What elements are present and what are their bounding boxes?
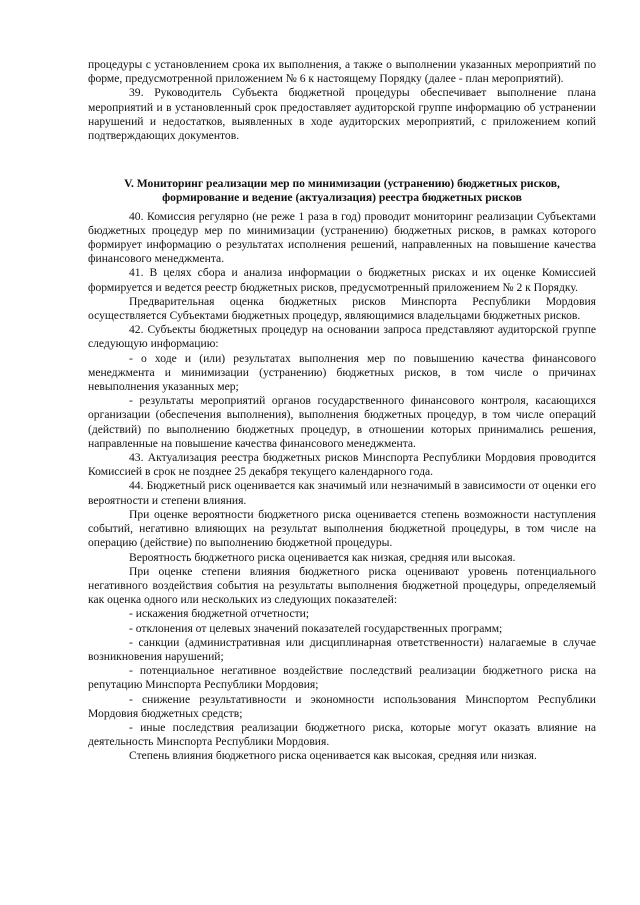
list-item-program-deviation: - отклонения от целевых значений показателей государственных программ; [129, 621, 503, 635]
paragraph-impact-levels: Степень влияния бюджетного риска оценивается как высокая, средняя или низкая. [129, 749, 537, 763]
paragraph-42: 42. Субъекты бюджетных процедур на основании запроса представляют аудиторской группе следующую информацию: [88, 323, 596, 351]
paragraph-39: 39. Руководитель Субъекта бюджетной процедуры обеспечивает выполнение плана мероприятий и в установленный срок предоставляет аудиторской группе информацию об устранении нарушений и недостатков, выявленных в ходе аудиторских мероприятий, с приложением копий подтверждающих документов. [88, 86, 596, 143]
document-page [88, 58, 596, 764]
paragraph-38-continuation: процедуры с установлением срока их выполнения, а также о выполнении указанных мероприятий по форме, предусмотренной приложением № 6 к настоящему Порядку (далее - план мероприятий). [88, 58, 596, 86]
list-item-sanctions: - санкции (административная или дисциплинарная ответственности) налагаемые в случае возникновения нарушений; [88, 635, 596, 663]
paragraph-probability-levels: Вероятность бюджетного риска оценивается как низкая, средняя или высокая. [129, 550, 516, 564]
paragraph-41: 41. В целях сбора и анализа информации о бюджетных рисках и их оценке Комиссией формируется и ведется реестр бюджетных рисков, предусмотренный приложением № 2 к Порядку. [88, 266, 596, 294]
list-item-other-consequences: - иные последствия реализации бюджетного риска, которые могут оказать влияние на деятельность Минспорта Республики Мордовия. [88, 720, 596, 749]
section-heading-line-2: формирование и ведение (актуализация) реестра бюджетных рисков [162, 191, 522, 205]
list-item-reputation-impact: - потенциальное негативное воздействие последствий реализации бюджетного риска на репутацию Минспорта Республики Мордовия; [88, 664, 596, 692]
paragraph-preliminary-assessment: Предварительная оценка бюджетных рисков Минспорта Республики Мордовия осуществляется Субъектами бюджетных процедур, являющимися владельцами бюджетных рисков. [88, 294, 596, 323]
list-item-efficiency-decrease: - снижение результативности и экономности использования Минспортом Республики Мордовия бюджетных средств; [88, 692, 596, 720]
paragraph-44: 44. Бюджетный риск оценивается как значимый или незначимый в зависимости от оценки его вероятности и степени влияния. [88, 479, 596, 507]
list-item-reporting-distortion: - искажения бюджетной отчетности; [129, 607, 310, 621]
paragraph-40: 40. Комиссия регулярно (не реже 1 раза в год) проводит мониторинг реализации Субъектами бюджетных процедур мер по минимизации (устранению) бюджетных рисков, в рамках которого формирует информацию о результатах исполнения решений, направленных на повышение качества финансового менеджмента. [88, 209, 596, 266]
paragraph-impact-assessment: При оценке степени влияния бюджетного риска оценивают уровень потенциального негативного воздействия события на результаты выполнения бюджетной процедуры, определяемый как оценка одного или нескольких из следующих показателей: [88, 564, 596, 607]
list-item-measures-progress: - о ходе и (или) результатах выполнения мер по повышению качества финансового менеджмента и минимизации (устранению) бюджетных рисков, в том числе о причинах невыполнения указанных мер; [88, 351, 596, 394]
section-heading-line-1: V. Мониторинг реализации мер по минимизации (устранению) бюджетных рисков, [124, 177, 560, 191]
list-item-financial-control-results: - результаты мероприятий органов государственного финансового контроля, касающихся организации (обеспечения выполнения), выполнения бюджетных процедур, в том числе операций (действий) по выполнению бюджетных процедур, в отношении которых принимались решения, направленные на повышение качества финансового менеджмента. [88, 394, 596, 450]
paragraph-probability-assessment: При оценке вероятности бюджетного риска оценивается степень возможности наступления событий, негативно влияющих на результат выполнения бюджетной процедуры, в том числе на операцию (действие) по выполнению бюджетной процедуры. [88, 507, 596, 550]
section-v-heading [88, 177, 596, 205]
paragraph-43: 43. Актуализация реестра бюджетных рисков Минспорта Республики Мордовия проводится Комиссией в срок не позднее 25 декабря текущего календарного года. [88, 451, 596, 479]
